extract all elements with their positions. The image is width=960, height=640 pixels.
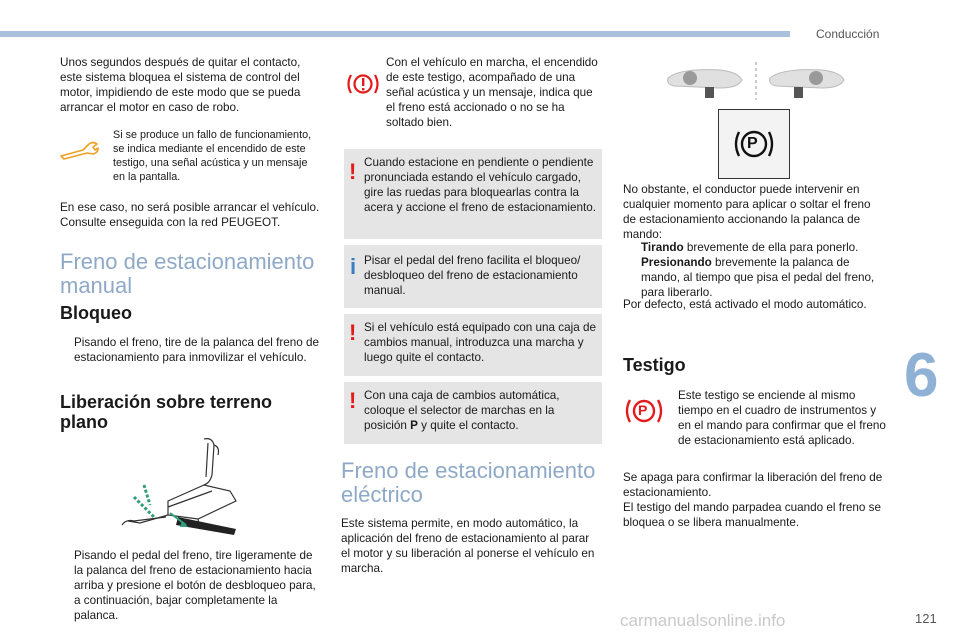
- testigo-text: Este testigo se enciende al mismo tiempo en el cuadro de instrumentos y en el mando para confirmar que el freno de estacionamiento está aplicado.: [678, 389, 886, 447]
- parking-brake-switch: [718, 109, 790, 179]
- box4-text-a: Con una caja de cambios automática, coloque el selector de marchas en la posición: [364, 389, 560, 432]
- electric-brake-title-line1: Freno de estacionamiento: [341, 458, 596, 483]
- bloqueo-title: Bloqueo: [60, 303, 132, 323]
- watermark: carmanualsonline.info: [620, 611, 786, 630]
- after-note: En ese caso, no será posible arrancar el vehículo. Consulte enseguida con la red PEUGEOT.: [60, 201, 320, 229]
- info-icon: i: [350, 254, 357, 279]
- note-box-manual: [344, 314, 602, 376]
- page-number: 121: [915, 611, 937, 626]
- header-bar: [0, 31, 790, 37]
- liberacion-title-line1: Liberación sobre terreno: [60, 392, 273, 412]
- apply-bullet: [623, 240, 885, 255]
- default-mode-text: Por defecto, está activado el modo automático.: [623, 298, 867, 311]
- exclamation-icon: !: [349, 388, 357, 413]
- note-box-slope: [344, 149, 602, 239]
- electric-brake-text: Este sistema permite, en modo automático, la aplicación del freno de estacionamiento al parar el motor y su liberación al ponerse el vehículo en marcha.: [341, 517, 595, 575]
- blink-text: El testigo del mando parpadea cuando el freno se bloquea o se libera manualmente.: [623, 501, 881, 529]
- note-box-slope-text: Cuando estacione en pendiente o pendiente pronunciada estando el vehículo cargado, gire las ruedas para bloquearlas contra la acera y accione el freno de estacionamiento.: [364, 156, 596, 214]
- off-text: Se apaga para confirmar la liberación del freno de estacionamiento.: [623, 471, 883, 499]
- chapter-number: 6: [904, 341, 939, 410]
- bloqueo-bullet: [60, 335, 322, 365]
- note-box-automatic: [344, 382, 602, 444]
- lever-operation-diagram: [660, 58, 860, 104]
- electric-brake-title: [341, 459, 621, 507]
- exclamation-icon: !: [349, 320, 357, 345]
- brake-warning-light-icon: [345, 70, 381, 98]
- liberacion-title: [60, 392, 340, 432]
- manual-brake-title-line1: Freno de estacionamiento: [60, 249, 315, 274]
- control-intro: No obstante, el conductor puede intervenir en cualquier momento para aplicar o soltar el freno de estacionamiento accionando la palanca de mando:: [623, 183, 871, 241]
- manual-brake-title-line2: manual: [60, 273, 133, 298]
- warning-light-text: Con el vehículo en marcha, el encendido de este testigo, acompañado de una señal acústica y un mensaje, indica que el freno está accionado o no se ha soltado bien.: [386, 56, 598, 129]
- electric-brake-title-line2: eléctrico: [341, 482, 423, 507]
- liberacion-title-line2: plano: [60, 412, 108, 432]
- note-box-pedal: [344, 245, 602, 308]
- release-rest: brevemente la palanca de mando, al tiempo que pisa el pedal del freno, para liberarlo.: [641, 256, 875, 299]
- apply-rest: brevemente de ella para ponerlo.: [683, 241, 859, 254]
- exclamation-icon: !: [349, 159, 357, 184]
- note-box-pedal-text: Pisar el pedal del freno facilita el bloqueo/ desbloqueo del freno de estacionamiento manual.: [364, 254, 581, 297]
- testigo-icon-wrap: [622, 395, 666, 427]
- switch-symbol: P: [747, 135, 758, 152]
- section-title: Conducción: [816, 27, 880, 41]
- liberacion-bullet: [60, 548, 322, 623]
- apply-bold: Tirando: [641, 241, 684, 254]
- intro-text: Unos segundos después de quitar el contacto, este sistema bloquea el sistema de control del motor, impidiendo de este modo que se pueda arrancar el motor en caso de robo.: [60, 56, 301, 114]
- note-box-automatic-text: [364, 388, 596, 433]
- note-box-manual-text: Si el vehículo está equipado con una caja de cambios manual, introduzca una marcha y luego quite el contacto.: [364, 321, 596, 364]
- liberacion-text: Pisando el pedal del freno, tire ligeramente de la palanca del freno de estacionamiento hacia arriba y presione el botón de desbloqueo para, a continuación, bajar completamente la palanca.: [74, 549, 316, 622]
- testigo-title: Testigo: [623, 355, 686, 375]
- wrench-note: Si se produce un fallo de funcionamiento, se indica mediante el encendido de este testigo, una señal acústica y un mensaje en la pantalla.: [113, 129, 312, 183]
- release-bold: Presionando: [641, 256, 712, 269]
- box4-text-c: y quite el contacto.: [417, 419, 519, 432]
- release-bullet: [623, 255, 885, 300]
- manual-brake-title: [60, 250, 340, 298]
- seat-lever-illustration: [108, 435, 248, 545]
- testigo-symbol: P: [638, 402, 648, 418]
- box4-text-bold: P: [410, 419, 418, 432]
- wrench-warning-icon: [58, 138, 100, 160]
- bloqueo-text: Pisando el freno, tire de la palanca del freno de estacionamiento para inmovilizar el vehículo.: [74, 336, 319, 364]
